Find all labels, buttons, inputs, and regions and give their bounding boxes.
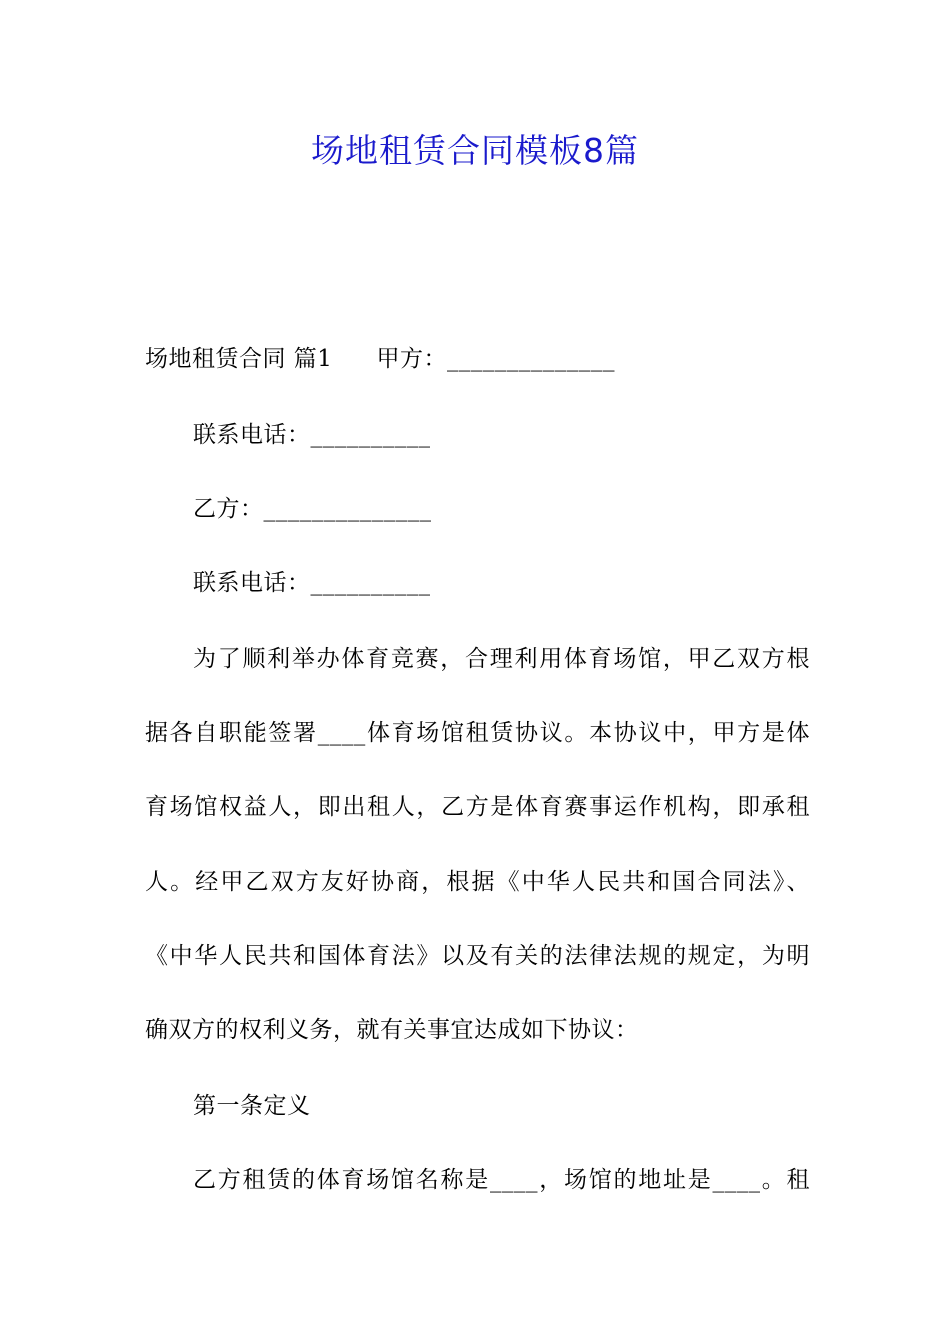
party-b-line: 乙方：______________ — [193, 496, 432, 522]
paragraph-line: 人。经甲乙双方友好协商，根据《中华人民共和国合同法》、 — [145, 869, 810, 895]
party-a-field: 甲方：______________ — [376, 346, 615, 372]
contract-section-label: 场地租赁合同 篇1 — [145, 346, 333, 372]
article-heading: 第一条定义 — [193, 1093, 311, 1119]
paragraph-line: 乙方租赁的体育场馆名称是____，场馆的地址是____。租 — [193, 1167, 810, 1193]
document-title: 场地租赁合同模板8篇 — [311, 131, 639, 170]
paragraph-line: 确双方的权利义务，就有关事宜达成如下协议： — [145, 1017, 639, 1043]
paragraph-line: 育场馆权益人，即出租人，乙方是体育赛事运作机构，即承租 — [145, 794, 810, 820]
paragraph-line: 《中华人民共和国体育法》以及有关的法律法规的规定，为明 — [145, 943, 810, 969]
contract-heading-line — [145, 344, 810, 374]
paragraph-line: 据各自职能签署____体育场馆租赁协议。本协议中，甲方是体 — [145, 720, 810, 746]
party-b-phone-line: 联系电话：__________ — [193, 570, 431, 596]
paragraph-line: 为了顺利举办体育竞赛，合理利用体育场馆，甲乙双方根 — [193, 646, 810, 672]
party-a-phone-line: 联系电话：__________ — [193, 422, 431, 448]
